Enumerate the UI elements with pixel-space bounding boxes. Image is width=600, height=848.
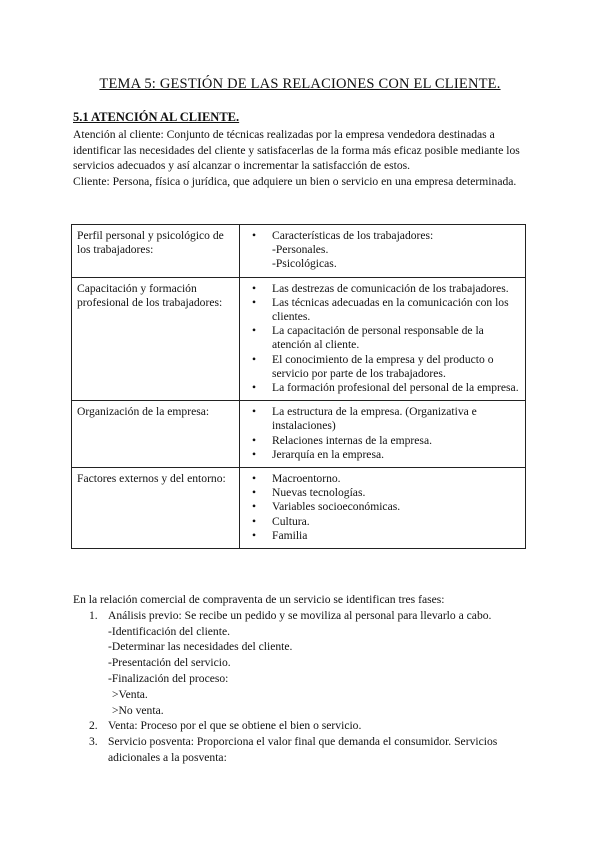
bullet-list xyxy=(248,405,521,462)
row-label: Organización de la empresa: xyxy=(72,401,240,468)
bullet-list xyxy=(248,472,521,543)
phase-subitem: -Finalización del proceso: xyxy=(108,671,229,685)
bullet-text: Características de los trabajadores: xyxy=(272,229,434,242)
table-row xyxy=(72,277,526,401)
row-items xyxy=(240,277,526,401)
bullet-text: La capacitación de personal responsable de la atención al cliente. xyxy=(272,324,484,352)
phase-number: 3. xyxy=(89,735,98,749)
phase-item xyxy=(73,734,543,766)
bullet-text: La estructura de la empresa. (Organizativa e instalaciones) xyxy=(272,405,477,433)
bullet-text: Cultura. xyxy=(272,514,310,528)
row-label: Perfil personal y psicológico de los trabajadores: xyxy=(72,225,240,278)
bullet-item xyxy=(248,529,521,543)
phase-text: Análisis previo: Se recibe un pedido y se moviliza al personal para llevarlo a cabo. xyxy=(108,608,492,622)
definition-atencion: Atención al cliente: Conjunto de técnicas realizadas por la empresa vendedora destinadas a identificar las necesidades del cliente y satisfacerlas de la forma más eficaz posible mediante los servicios adecuados y así alcanzar o incrementar la satisfacción de estos. xyxy=(73,128,520,173)
bullet-item xyxy=(248,296,521,324)
phase-subitem: -Determinar las necesidades del cliente. xyxy=(108,640,293,654)
phase-item xyxy=(73,608,543,719)
bullet-subitem: -Psicológicas. xyxy=(272,257,337,271)
row-items xyxy=(240,401,526,468)
bullet-item xyxy=(248,434,521,448)
table-row xyxy=(72,225,526,278)
bullet-item xyxy=(248,500,521,514)
bullet-item xyxy=(248,324,521,352)
bullet-item xyxy=(248,486,521,500)
bullet-text: Las técnicas adecuadas en la comunicación con los clientes. xyxy=(272,295,509,324)
factors-table xyxy=(71,224,526,549)
phase-subitem: -Identificación del cliente. xyxy=(108,624,230,638)
bullet-item xyxy=(248,229,521,272)
phase-number: 2. xyxy=(89,719,98,733)
bullet-item xyxy=(248,515,521,529)
bullet-text: Variables socioeconómicas. xyxy=(272,500,401,514)
table-row xyxy=(72,401,526,468)
phase-text: Venta: Proceso por el que se obtiene el bien o servicio. xyxy=(108,719,362,733)
bullet-text: El conocimiento de la empresa y del producto o servicio por parte de los trabajadores. xyxy=(272,352,494,380)
bullet-item xyxy=(248,448,521,462)
bullet-text: Macroentorno. xyxy=(272,472,341,486)
section-title: 5.1 ATENCIÓN AL CLIENTE. xyxy=(73,110,240,124)
phase-subitem: >Venta. xyxy=(112,687,148,701)
bullet-item xyxy=(248,353,521,381)
phase-subitem: -Presentación del servicio. xyxy=(108,656,231,670)
bullet-list xyxy=(248,229,521,272)
bullet-text: Nuevas tecnologías. xyxy=(272,486,366,500)
phases-list xyxy=(73,608,543,766)
phase-text: Servicio posventa: Proporciona el valor final que demanda el consumidor. Servicios adicionales a la posventa: xyxy=(108,735,498,764)
page-title: TEMA 5: GESTIÓN DE LAS RELACIONES CON EL CLIENTE. xyxy=(99,76,501,92)
phase-item xyxy=(73,718,543,734)
phase-number: 1. xyxy=(89,608,98,622)
intro-block xyxy=(73,127,533,189)
bullet-text: Jerarquía en la empresa. xyxy=(272,447,385,461)
bullet-item xyxy=(248,405,521,433)
bullet-item xyxy=(248,282,521,296)
bullet-text: Familia xyxy=(272,528,308,542)
bullet-item xyxy=(248,381,521,395)
bullet-text: Relaciones internas de la empresa. xyxy=(272,433,432,447)
bullet-subitem: -Personales. xyxy=(272,243,329,257)
phases-intro: En la relación comercial de compraventa de un servicio se identifican tres fases: xyxy=(73,593,445,606)
bullet-text: La formación profesional del personal de la empresa. xyxy=(272,381,519,395)
bullet-item xyxy=(248,472,521,486)
phase-subitem: >No venta. xyxy=(112,703,164,717)
phases-section xyxy=(73,592,543,766)
row-items xyxy=(240,468,526,549)
table-row xyxy=(72,468,526,549)
row-label: Capacitación y formación profesional de los trabajadores: xyxy=(72,277,240,401)
definition-cliente: Cliente: Persona, física o jurídica, que adquiere un bien o servicio en una empresa determinada. xyxy=(73,174,517,188)
row-items xyxy=(240,225,526,278)
bullet-text: Las destrezas de comunicación de los trabajadores. xyxy=(272,281,509,295)
row-label: Factores externos y del entorno: xyxy=(72,468,240,549)
bullet-list xyxy=(248,282,521,396)
